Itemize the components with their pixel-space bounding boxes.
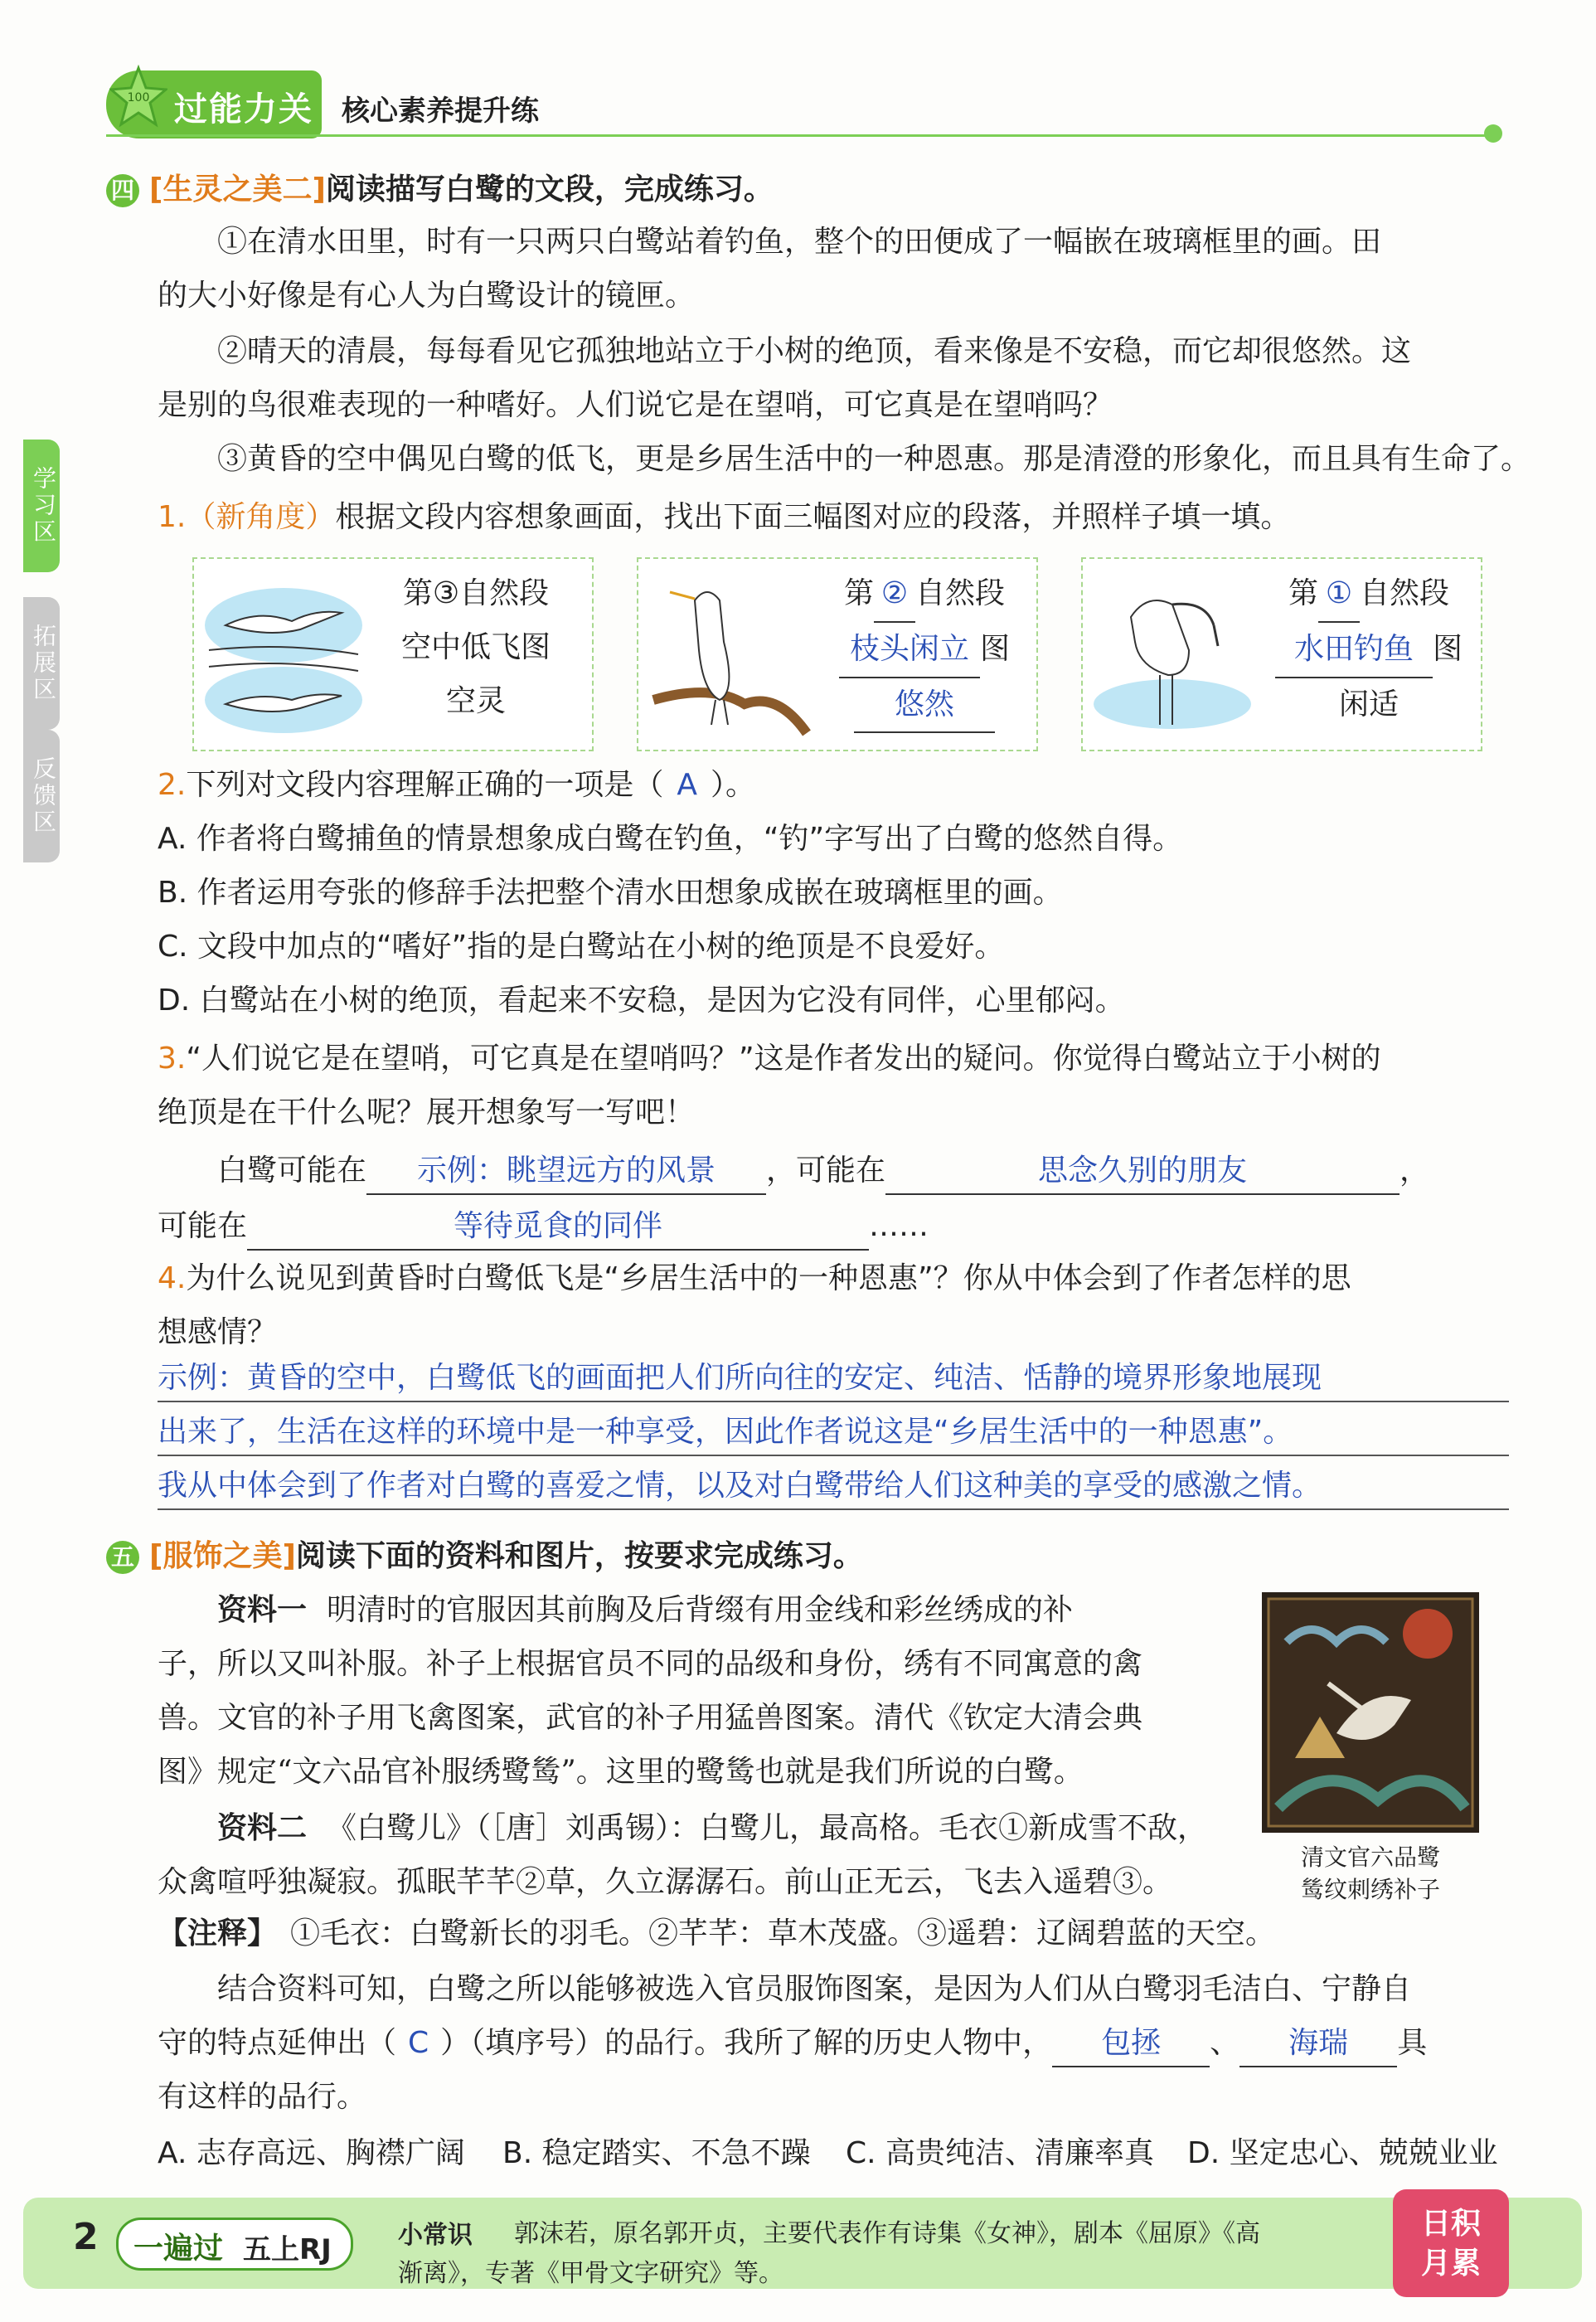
material-2-line1 xyxy=(217,1806,1207,1851)
passage-p2-line1: ②晴天的清晨，每每看见它孤独地站立于小树的绝顶，看来像是不安稳，而它却很悠然。这 xyxy=(217,334,1412,368)
figure-3-paragraph-line xyxy=(1261,567,1477,623)
question-4-line1 xyxy=(158,1256,1351,1301)
star-badge-icon xyxy=(109,65,167,131)
figure-2-name-answer: 枝头闲立 xyxy=(839,623,980,678)
section-5-sep: 、 xyxy=(1210,2026,1240,2060)
patch-caption-line2: 鸶纹刺绣补子 xyxy=(1300,1876,1440,1904)
question-3-blank2[interactable] xyxy=(885,1149,1400,1195)
section-5-question-line2 xyxy=(158,2021,1427,2067)
figure-3-suffix: 图 xyxy=(1432,631,1463,666)
tip-line2: 渐离》，专著《甲骨文字研究》等。 xyxy=(398,2259,783,2288)
figure-1-mood: 空灵 xyxy=(445,683,506,718)
question-3-answer-row2 xyxy=(158,1204,929,1251)
material-1-line4: 图》规定“文六品官补服绣鹭鸶”。这里的鹭鸶也就是我们所说的白鹭。 xyxy=(158,1755,1084,1789)
question-4-answer-line2: 出来了，生活在这样的环境中是一种享受，因此作者说这是“乡居生活中的一种恩惠”。 xyxy=(158,1410,1509,1456)
material-1-line3: 兽。文官的补子用飞禽图案，武官的补子用猛兽图案。清代《钦定大清会典 xyxy=(158,1701,1143,1735)
material-1-line2: 子，所以又叫补服。补子上根据官员不同的品级和身份，绣有不同寓意的禽 xyxy=(158,1647,1143,1681)
question-3-answer3: 等待觅食的同伴 xyxy=(454,1209,663,1243)
figure-1-caption xyxy=(376,567,575,728)
passage-p1-line2: 的大小好像是有心人为白鹭设计的镜匣。 xyxy=(158,279,696,313)
fishing-egret-icon xyxy=(1089,567,1255,746)
question-2-answer: A xyxy=(677,768,698,802)
section-subtitle: 核心素养提升练 xyxy=(342,95,539,128)
notes-label: 【注释】 xyxy=(158,1916,278,1950)
material-1-line1 xyxy=(217,1588,1073,1633)
question-1-number: 1. xyxy=(158,500,187,534)
figure-3-paragraph-answer: ① xyxy=(1318,567,1360,623)
book-badge xyxy=(116,2218,353,2271)
question-2-number: 2. xyxy=(158,768,187,802)
passage-p3: ③黄昏的空中偶见白鹭的低飞，更是乡居生活中的一种恩惠。那是清澄的形象化，而且具有生命了。 xyxy=(217,442,1531,476)
question-2-text-post: ）。 xyxy=(711,768,756,802)
section-5-answer-person1: 包拯 xyxy=(1101,2026,1162,2060)
section-5-option-c: C. 高贵纯洁、清廉率真 xyxy=(846,2136,1155,2170)
section-5-instruction: 阅读下面的资料和图片，按要求完成练习。 xyxy=(295,1539,863,1573)
section-5-question-line3: 有这样的品行。 xyxy=(158,2080,367,2114)
figure-3-caption xyxy=(1261,567,1477,731)
question-4-text-line2: 想感情？ xyxy=(158,1315,278,1349)
question-3-number: 3. xyxy=(158,1042,187,1076)
question-2-option-c: C. 文段中加点的“嗜好”指的是白鹭站在小树的绝顶是不良爱好。 xyxy=(158,930,1005,964)
figure-3-pre: 第 xyxy=(1288,576,1318,610)
figure-2-caption xyxy=(817,567,1032,733)
section-5-heading xyxy=(149,1534,863,1579)
figure-2-paragraph-line xyxy=(817,567,1032,623)
question-2-option-b: B. 作者运用夸张的修辞手法把整个清水田想象成嵌在玻璃框里的画。 xyxy=(158,876,1063,910)
question-4-answer-line3: 我从中体会到了作者对白鹭的喜爱之情，以及对白鹭带给人们这种美的享受的感激之情。 xyxy=(158,1464,1509,1510)
notes xyxy=(158,1912,1275,1956)
figure-2-box xyxy=(637,557,1038,751)
section-5-question-end: 具 xyxy=(1397,2026,1428,2060)
section-5-answer-person2: 海瑞 xyxy=(1288,2026,1349,2060)
figure-3-mood: 闲适 xyxy=(1338,687,1399,721)
side-tab-feedback[interactable]: 反馈区 xyxy=(23,730,60,862)
badge-text: 100 xyxy=(127,91,150,104)
figure-3-name-line xyxy=(1261,623,1477,678)
section-4-tag: [生灵之美二] xyxy=(149,172,326,206)
section-5-blank2[interactable] xyxy=(1239,2021,1397,2067)
question-2 xyxy=(158,763,755,808)
question-3-mid: ，可能在 xyxy=(766,1154,886,1188)
question-2-option-d: D. 白鹭站在小树的绝顶，看起来不安稳，是因为它没有同伴，心里郁闷。 xyxy=(158,984,1125,1018)
question-4-number: 4. xyxy=(158,1261,187,1295)
question-3-answer2: 思念久别的朋友 xyxy=(1038,1154,1248,1188)
section-number-5: 五 xyxy=(106,1541,139,1574)
section-5-blank1[interactable] xyxy=(1052,2021,1210,2067)
patch-caption xyxy=(1262,1841,1479,1906)
section-5-tag: [服饰之美] xyxy=(149,1539,296,1573)
section-5-option-b: B. 稳定踏实、不急不躁 xyxy=(502,2136,811,2170)
question-1-text: 根据文段内容想象画面，找出下面三幅图对应的段落，并照样子填一填。 xyxy=(335,500,1291,534)
question-3-blank1[interactable] xyxy=(366,1149,766,1195)
badge-line1: 日积 xyxy=(1420,2207,1481,2241)
section-5-answer-choice: C xyxy=(408,2026,429,2060)
material-1-label: 资料一 xyxy=(217,1593,308,1627)
figure-3-name-answer: 水田钓鱼 xyxy=(1275,623,1433,678)
figure-2-pre: 第 xyxy=(843,576,874,610)
material-2-label: 资料二 xyxy=(217,1811,308,1845)
tip-line1: 郭沫若，原名郭开贞，主要代表作有诗集《女神》，剧本《屈原》《高 xyxy=(514,2219,1260,2248)
brand-title: 过能力关 xyxy=(174,90,313,129)
section-5-question-pre: 守的特点延伸出（ xyxy=(158,2026,397,2060)
header-leaf-icon xyxy=(1484,124,1502,143)
question-3-answer1: 示例：眺望远方的风景 xyxy=(417,1154,716,1188)
perched-egret-icon xyxy=(645,567,811,746)
figure-2-paragraph-answer: ② xyxy=(874,567,915,623)
section-5-question-line1: 结合资料可知，白鹭之所以能够被选入官员服饰图案，是因为人们从白鹭羽毛洁白、宁静自 xyxy=(217,1972,1412,2006)
material-2-line2: 众禽喧呼独凝寂。孤眠芊芊②草，久立潺潺石。前山正无云，飞去入遥碧③。 xyxy=(158,1865,1173,1899)
figure-2-name-line xyxy=(817,623,1032,678)
tip-label: 小常识 xyxy=(398,2221,473,2250)
question-1 xyxy=(158,495,1290,540)
notes-text: ①毛衣：白鹭新长的羽毛。②芊芊：草木茂盛。③遥碧：辽阔碧蓝的天空。 xyxy=(290,1916,1276,1950)
patch-caption-line1: 清文官六品鹭 xyxy=(1300,1844,1440,1871)
material-2-text-line1: 《白鹭儿》（［唐］刘禹锡）：白鹭儿，最高格。毛衣①新成雪不敌， xyxy=(327,1811,1208,1845)
material-1-text-line1: 明清时的官服因其前胸及后背缀有用金线和彩丝绣成的补 xyxy=(327,1593,1074,1627)
figure-2-mood-answer: 悠然 xyxy=(854,678,995,734)
page-number: 2 xyxy=(73,2216,99,2258)
figure-3-box xyxy=(1081,557,1482,751)
figure-2-post: 自然段 xyxy=(915,576,1006,610)
question-3-ellipsis: …… xyxy=(869,1209,929,1243)
figure-1-name: 空中低飞图 xyxy=(400,629,551,664)
question-4-text-line1: 为什么说见到黄昏时白鹭低飞是“乡居生活中的一种恩惠”？你从中体会到了作者怎样的思 xyxy=(186,1261,1351,1295)
question-3-line1 xyxy=(158,1037,1381,1081)
passage-p2-line2: 是别的鸟很难表现的一种嗜好。人们说它是在望哨，可它真是在望哨吗？ xyxy=(158,388,1113,422)
question-3-comma: ， xyxy=(1400,1154,1430,1188)
question-4-answer-line1: 示例：黄昏的空中，白鹭低飞的画面把人们所向往的安定、纯洁、恬静的境界形象地展现 xyxy=(158,1356,1509,1402)
question-3-text-line1: “人们说它是在望哨，可它真是在望哨吗？”这是作者发出的疑问。你觉得白鹭站立于小树的 xyxy=(186,1042,1381,1076)
section-number-4: 四 xyxy=(106,174,139,207)
egret-embroidery-patch-image xyxy=(1262,1592,1479,1833)
question-3-answer-row1 xyxy=(217,1149,1429,1195)
question-3-lead1: 白鹭可能在 xyxy=(217,1154,367,1188)
book-grade: 五上RJ xyxy=(243,2233,332,2266)
figure-1-paragraph: 第③自然段 xyxy=(402,576,550,610)
section-4-heading xyxy=(149,168,774,212)
question-3-text-line2: 绝顶是在干什么呢？展开想象写一写吧！ xyxy=(158,1095,696,1129)
section-4-instruction: 阅读描写白鹭的文段，完成练习。 xyxy=(325,172,774,206)
figure-3-post: 自然段 xyxy=(1360,576,1450,610)
section-5-option-d: D. 坚定忠心、兢兢业业 xyxy=(1187,2136,1498,2170)
figure-2-mood-line xyxy=(817,678,1032,734)
badge-line2: 月累 xyxy=(1420,2247,1481,2281)
question-3-blank3[interactable] xyxy=(247,1204,869,1251)
section-5-option-a: A. 志存高远、胸襟广阔 xyxy=(158,2136,465,2170)
header-divider xyxy=(106,134,1491,137)
side-tab-study[interactable]: 学习区 xyxy=(23,440,60,572)
figure-1-box xyxy=(192,557,594,751)
section-5-question-mid: ）（填序号）的品行。我所了解的历史人物中， xyxy=(440,2026,1053,2060)
figure-2-suffix: 图 xyxy=(979,631,1010,666)
question-2-text-pre: 下列对文段内容理解正确的一项是（ xyxy=(186,768,664,802)
book-name: 一遍过 xyxy=(133,2232,224,2266)
daily-accumulation-badge xyxy=(1393,2189,1509,2297)
flying-egret-icon xyxy=(201,576,366,741)
passage-p1-line1: ①在清水田里，时有一只两只白鹭站着钓鱼，整个的田便成了一幅嵌在玻璃框里的画。田 xyxy=(217,225,1382,259)
question-2-option-a: A. 作者将白鹭捕鱼的情景想象成白鹭在钓鱼，“钓”字写出了白鹭的悠然自得。 xyxy=(158,822,1183,856)
side-tab-expand[interactable]: 拓展区 xyxy=(23,597,60,730)
question-1-tag: （新角度） xyxy=(186,500,336,534)
question-3-lead2: 可能在 xyxy=(158,1209,248,1243)
